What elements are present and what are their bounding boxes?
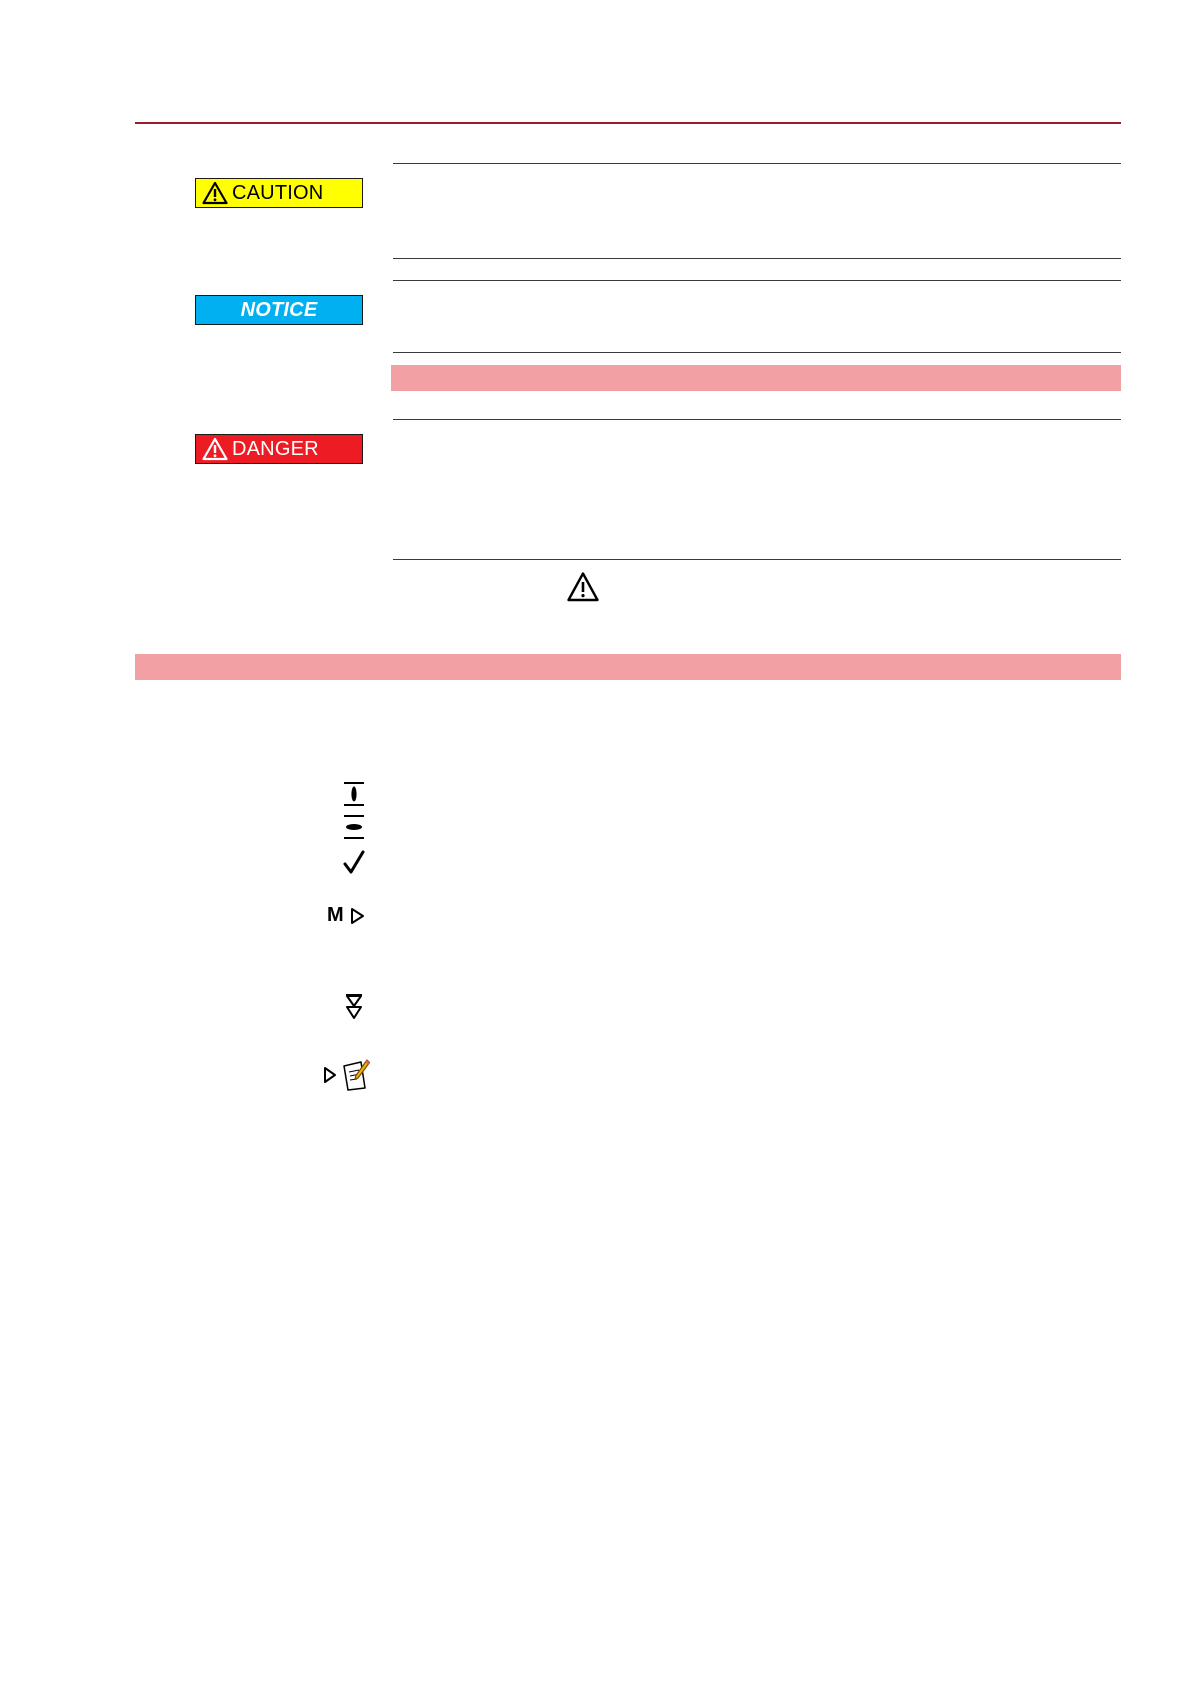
double-arrow-down-icon — [344, 993, 364, 1021]
danger-bottom-rule — [393, 559, 1121, 560]
notice-top-rule — [393, 280, 1121, 281]
notice-text: NOTICE — [240, 299, 318, 321]
warning-triangle-icon — [566, 571, 600, 603]
caution-text: CAUTION — [232, 182, 324, 204]
manual-menu-icon — [327, 904, 367, 927]
manual-prefix: M — [327, 904, 344, 926]
danger-label — [195, 434, 363, 464]
danger-text: DANGER — [232, 438, 319, 460]
opened-position-icon — [342, 781, 366, 807]
check-mark-icon — [342, 849, 366, 875]
menu-edit-icon — [322, 1058, 371, 1092]
section-band — [135, 654, 1121, 680]
subsection-band — [391, 365, 1121, 391]
notice-label — [195, 295, 363, 325]
danger-top-rule — [393, 419, 1121, 420]
caution-bottom-rule — [393, 258, 1121, 259]
notice-bottom-rule — [393, 352, 1121, 353]
caution-top-rule — [393, 163, 1121, 164]
warning-triangle-icon — [202, 181, 228, 205]
warning-triangle-icon — [202, 437, 228, 461]
caution-label — [195, 178, 363, 208]
closed-position-icon — [342, 814, 366, 840]
header-rule — [135, 122, 1121, 124]
